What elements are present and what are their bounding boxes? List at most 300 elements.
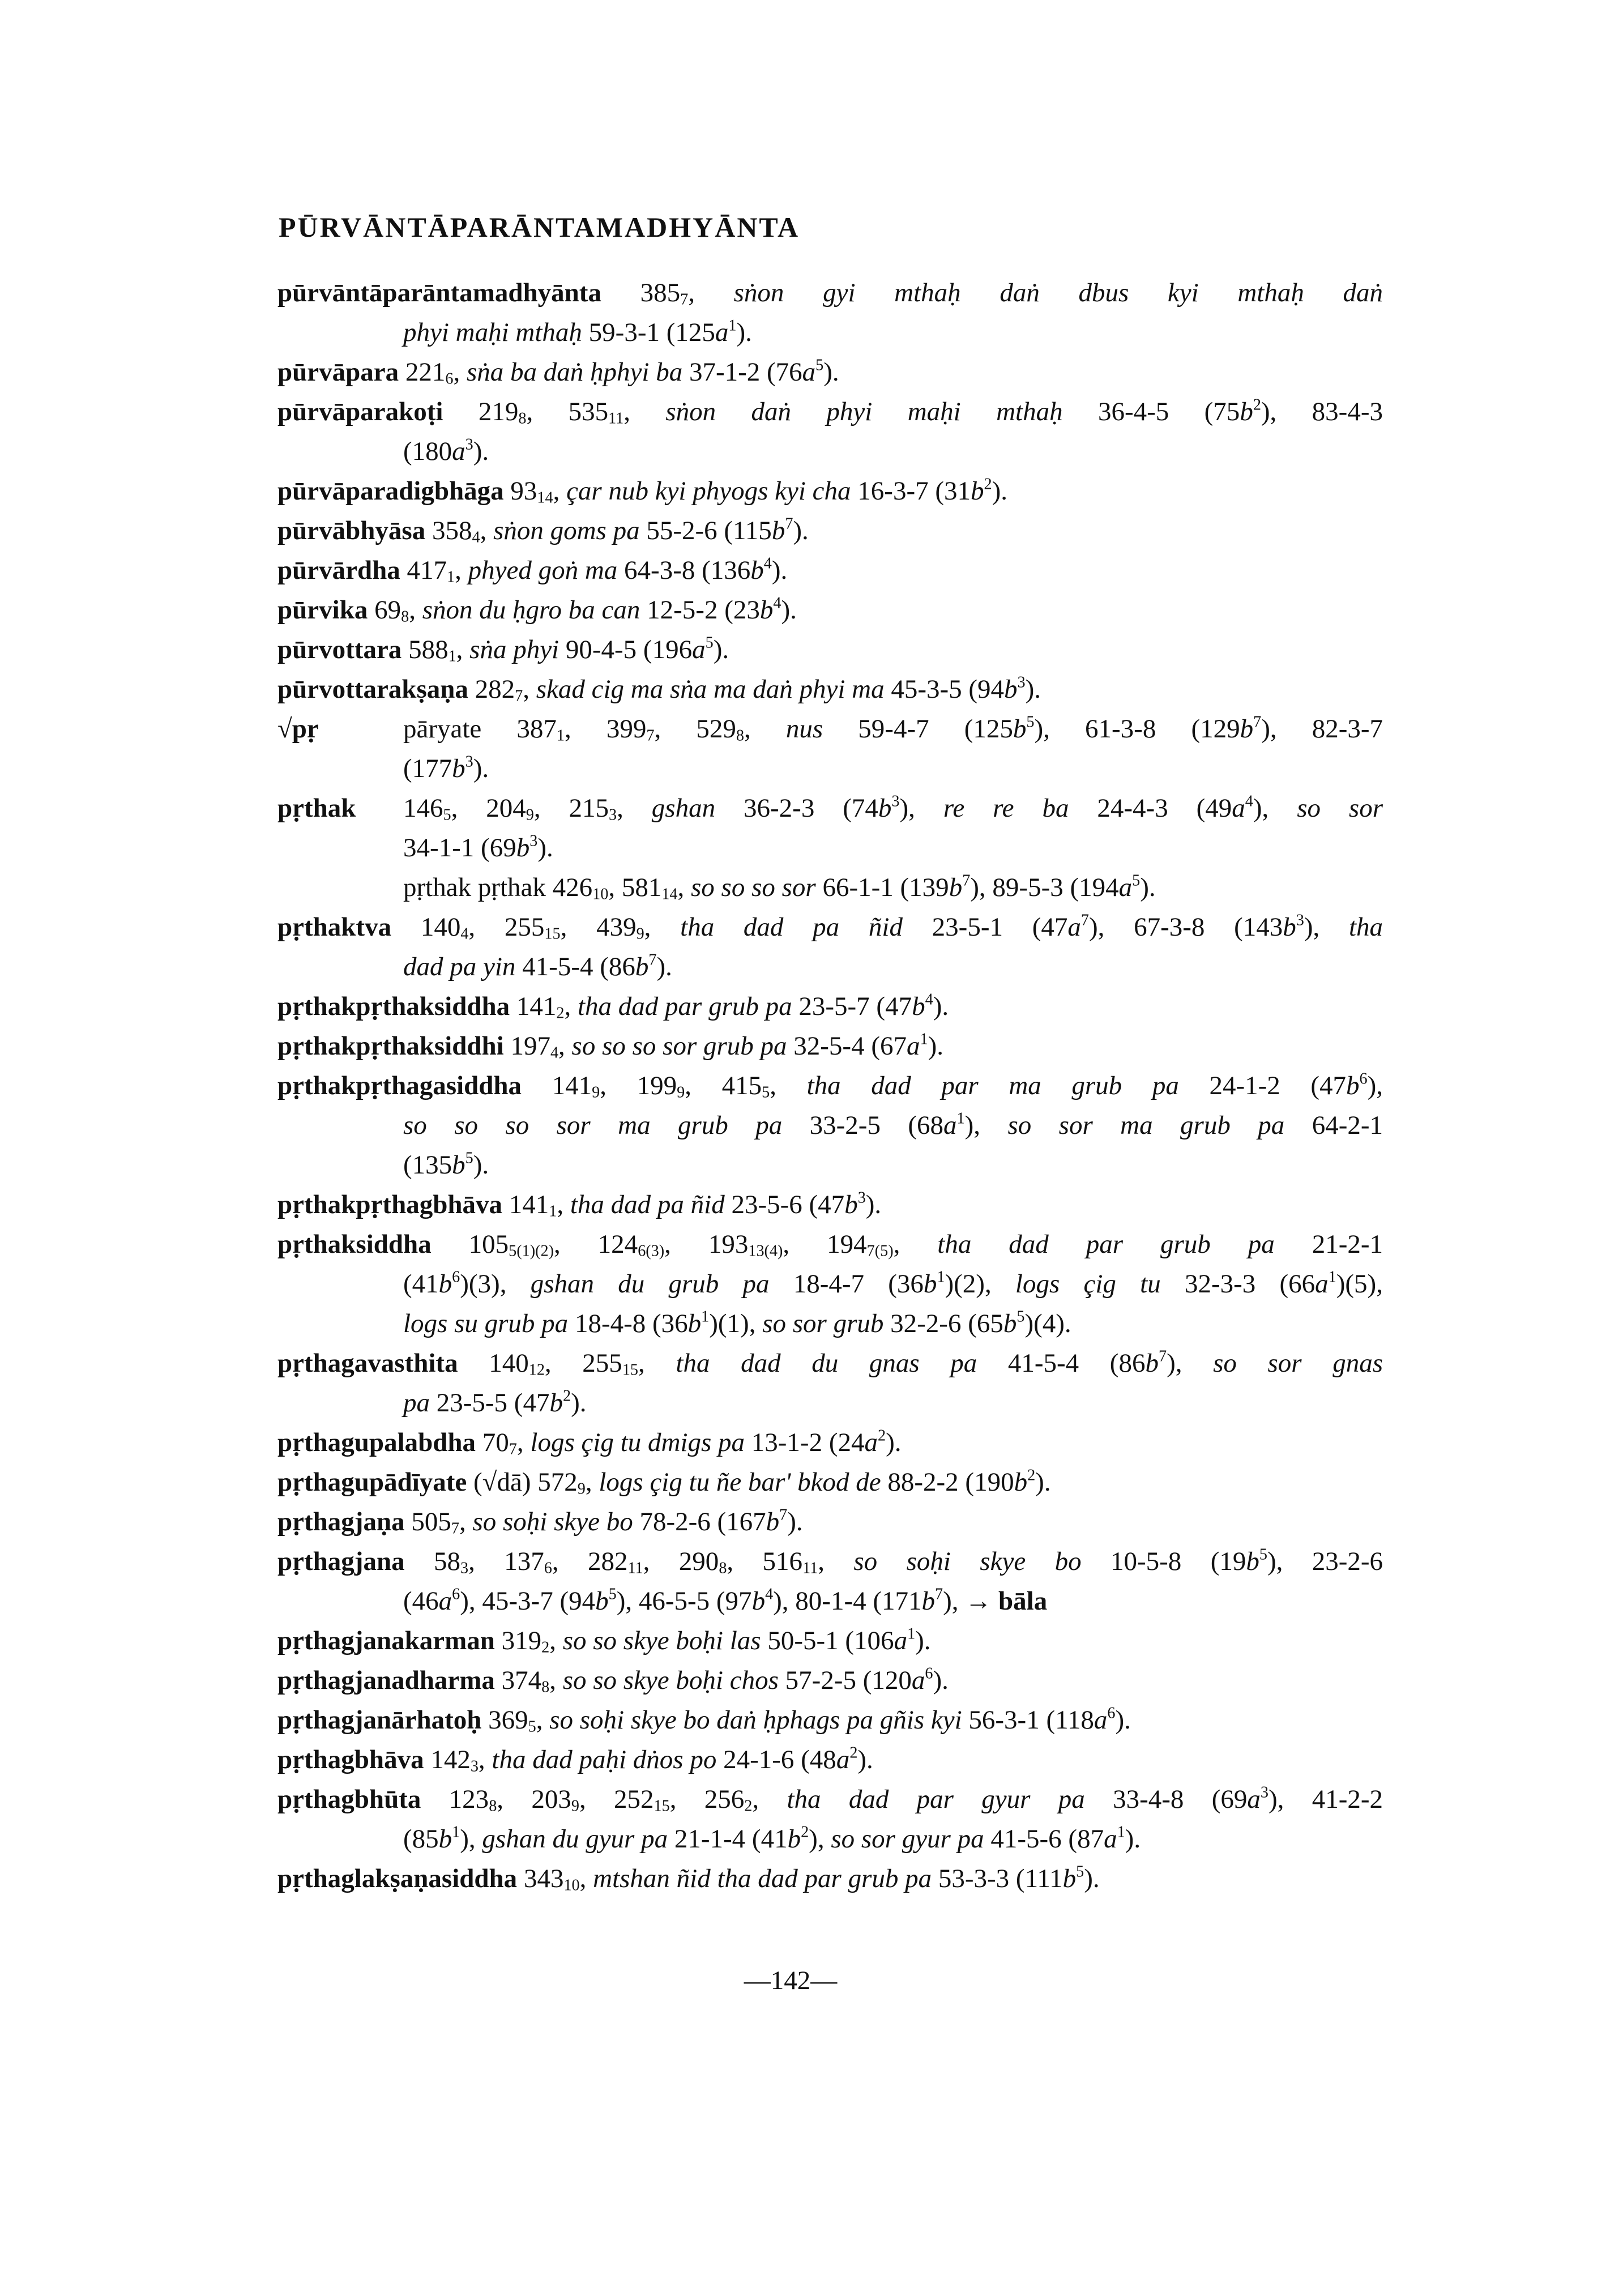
- line-subscript: 9: [571, 1797, 579, 1815]
- text: ,: [523, 675, 536, 704]
- text: ).: [537, 833, 553, 863]
- text: ).: [1140, 873, 1156, 902]
- superscript: 6: [1359, 1070, 1368, 1088]
- tibetan-text: b: [1283, 912, 1296, 942]
- superscript: 2: [1253, 396, 1261, 414]
- line-subscript: 5: [762, 1083, 770, 1102]
- line-subscript: 9: [636, 925, 644, 943]
- superscript: 6: [452, 1585, 460, 1603]
- superscript: 5: [608, 1585, 617, 1603]
- line-subscript: 6: [445, 370, 454, 388]
- entry-line: [277, 669, 1383, 709]
- text: 23-5-1 (47: [902, 912, 1068, 942]
- text: pṛthak pṛthak 426: [403, 873, 593, 902]
- text: 343: [517, 1864, 564, 1893]
- text: , 255: [544, 1348, 622, 1378]
- tibetan-text: gshan du grub pa: [530, 1269, 770, 1299]
- superscript: 7: [785, 515, 793, 533]
- tibetan-text: a: [911, 1666, 925, 1695]
- text: 141: [510, 992, 557, 1021]
- tibetan-text: b: [923, 1269, 937, 1299]
- entry-line: [277, 1343, 1383, 1383]
- entry-line: [277, 1462, 1383, 1502]
- superscript: 1: [907, 1625, 916, 1643]
- dictionary-entry: [277, 709, 1383, 788]
- text: ).: [736, 318, 752, 347]
- tibetan-text: tha dad paḥi dṅos po: [492, 1745, 717, 1774]
- superscript: 7: [935, 1585, 943, 1603]
- text: ), 82-3-7: [1261, 714, 1383, 744]
- text: , 290: [643, 1547, 719, 1576]
- text: , 124: [553, 1230, 638, 1259]
- text: 385: [601, 278, 681, 308]
- text: 105: [431, 1230, 509, 1259]
- dictionary-entry: [277, 1621, 1383, 1661]
- tibetan-text: b: [759, 595, 774, 625]
- superscript: 4: [765, 1585, 774, 1603]
- tibetan-text: a: [1247, 1785, 1261, 1814]
- entry-line: [277, 749, 1383, 788]
- line-subscript: 15: [622, 1361, 638, 1379]
- tibetan-text: a: [1104, 1824, 1117, 1854]
- tibetan-text: tha dad pa ñid: [570, 1190, 725, 1219]
- text: ),: [460, 1824, 482, 1854]
- text: ,: [617, 793, 652, 823]
- line-subscript: 9: [577, 1480, 586, 1498]
- headword: pūrvārdha: [277, 556, 400, 585]
- text: ,: [557, 1190, 570, 1219]
- text: ).: [865, 1190, 882, 1219]
- text: 53-3-3 (111: [932, 1864, 1063, 1893]
- text: ).: [857, 1745, 873, 1774]
- text: 78-2-6 (167: [633, 1507, 766, 1537]
- entry-line: [277, 1145, 1383, 1185]
- line-subscript: 4: [460, 925, 469, 943]
- entry-line: [277, 313, 1383, 352]
- superscript: 4: [1245, 792, 1253, 810]
- headword: pṛthak: [277, 793, 356, 823]
- entry-line: [277, 432, 1383, 471]
- text: ,: [644, 912, 681, 942]
- text: 24-1-6 (48: [716, 1745, 836, 1774]
- text: 505: [404, 1507, 451, 1537]
- text: )(1),: [709, 1309, 763, 1338]
- tibetan-text: sṅa ba daṅ ḥphyi ba: [466, 357, 683, 387]
- text: , 439: [560, 912, 637, 942]
- tibetan-text: gshan: [651, 793, 716, 823]
- tibetan-text: b: [1003, 1309, 1017, 1338]
- dictionary-entry: [277, 1502, 1383, 1542]
- text: ).: [771, 556, 788, 585]
- superscript: 7: [1080, 911, 1089, 929]
- tibetan-text: çar nub kyi phyogs kyi cha: [566, 476, 851, 506]
- text: (46: [403, 1586, 439, 1616]
- line-subscript: 7: [515, 687, 523, 705]
- line-subscript: 2: [556, 1004, 565, 1022]
- superscript: 2: [801, 1823, 809, 1841]
- entry-line: [277, 1304, 1383, 1343]
- entry-line: [277, 1423, 1383, 1462]
- superscript: 2: [877, 1427, 886, 1445]
- tibetan-text: a: [1094, 1705, 1108, 1735]
- tibetan-text: b: [687, 1309, 702, 1338]
- text: ), 83-4-3: [1261, 397, 1383, 426]
- headword: pṛthagjanadharma: [277, 1666, 495, 1695]
- text: ,: [585, 1467, 599, 1497]
- text: ,: [549, 1666, 563, 1695]
- superscript: 5: [1076, 1863, 1084, 1881]
- text: , 581: [608, 873, 662, 902]
- text: )(5),: [1336, 1269, 1383, 1299]
- superscript: 1: [452, 1823, 460, 1841]
- text: ,: [409, 595, 422, 625]
- text: 41-5-4 (86: [977, 1348, 1146, 1378]
- text: 32-3-3 (66: [1160, 1269, 1316, 1299]
- superscript: 3: [1260, 1783, 1268, 1802]
- superscript: 1: [1117, 1823, 1125, 1841]
- text: , 415: [685, 1071, 762, 1100]
- entry-line: [277, 1224, 1383, 1264]
- text: ).: [787, 1507, 803, 1537]
- tibetan-text: tha dad par grub pa: [937, 1230, 1275, 1259]
- headword: pṛthagbhāva: [277, 1745, 424, 1774]
- text: ), →: [943, 1586, 999, 1616]
- headword: pṛthagjanārhatoḥ: [277, 1705, 482, 1735]
- line-subscript: 3: [470, 1757, 479, 1776]
- line-subscript: 11: [802, 1559, 818, 1577]
- text: ), 80-1-4 (171: [773, 1586, 922, 1616]
- text: ).: [928, 1031, 943, 1061]
- superscript: 1: [728, 317, 737, 335]
- dictionary-entry: [277, 1343, 1383, 1423]
- superscript: 5: [465, 1149, 473, 1167]
- text: )(3),: [460, 1269, 531, 1299]
- text: ,: [744, 714, 786, 744]
- text: ,: [623, 397, 666, 426]
- entry-line: [277, 1581, 1383, 1621]
- headword: pṛthaksiddha: [277, 1230, 432, 1259]
- text: ).: [656, 952, 672, 981]
- dictionary-entry: [277, 868, 1383, 907]
- text: 123: [421, 1785, 489, 1814]
- text: ).: [1025, 675, 1041, 704]
- text: ), 23-2-6: [1267, 1547, 1383, 1576]
- headword: pṛthagjanakarman: [277, 1626, 495, 1655]
- superscript: 5: [1132, 872, 1141, 890]
- text: ), 46-5-5 (97: [616, 1586, 752, 1616]
- text: 23-5-7 (47: [792, 992, 912, 1021]
- headword: pṛthagjana: [277, 1547, 405, 1576]
- line-subscript: 12: [528, 1361, 545, 1379]
- text: 57-2-5 (120: [778, 1666, 912, 1695]
- dictionary-entry: [277, 352, 1383, 392]
- dictionary-entry: [277, 550, 1383, 590]
- text: ,: [459, 1507, 473, 1537]
- text: 24-4-3 (49: [1069, 793, 1232, 823]
- line-subscript: 9: [677, 1083, 685, 1102]
- text: 33-2-5 (68: [782, 1111, 944, 1140]
- tibetan-text: b: [595, 1586, 609, 1616]
- tibetan-text: b: [1145, 1348, 1159, 1378]
- line-subscript: 15: [654, 1797, 670, 1815]
- superscript: 4: [925, 991, 933, 1009]
- tibetan-text: gshan du gyur pa: [482, 1824, 668, 1854]
- line-subscript: 1: [447, 568, 455, 586]
- text: ),: [964, 1111, 1008, 1140]
- dictionary-entry: [277, 1066, 1383, 1185]
- line-subscript: 14: [661, 885, 678, 903]
- tibetan-text: so so so sor: [691, 873, 816, 902]
- text: ), 67-3-8 (143: [1088, 912, 1283, 942]
- text: ).: [1115, 1705, 1131, 1735]
- headword: pṛthaktva: [277, 912, 392, 942]
- text: 142: [424, 1745, 471, 1774]
- tibetan-text: a: [907, 1031, 920, 1061]
- line-subscript: 8: [518, 409, 527, 428]
- text: ,: [549, 1626, 563, 1655]
- text: ),: [1367, 1071, 1383, 1100]
- tibetan-text: b: [1240, 397, 1253, 426]
- headword: pūrvottarakṣaṇa: [277, 675, 468, 704]
- text: 41-5-4 (86: [515, 952, 635, 981]
- text: ).: [571, 1388, 587, 1418]
- tibetan-text: b: [452, 754, 465, 783]
- text: , 252: [579, 1785, 654, 1814]
- text: , 194: [783, 1230, 867, 1259]
- tibetan-text: b: [1346, 1071, 1360, 1100]
- tibetan-text: tha dad pa ñid: [680, 912, 903, 942]
- entry-line: [277, 1502, 1383, 1542]
- tibetan-text: sṅon gyi mthaḥ daṅ dbus kyi mthaḥ daṅ: [733, 278, 1383, 308]
- headword: pūrvika: [277, 595, 368, 625]
- tibetan-text: b: [766, 1507, 780, 1537]
- tibetan-text: so soḥi skye bo: [472, 1507, 633, 1537]
- tibetan-text: so so so sor ma grub pa: [403, 1111, 783, 1140]
- text: , 204: [451, 793, 526, 823]
- tibetan-text: logs çig tu dmigs pa: [530, 1428, 745, 1457]
- tibetan-text: so sor gnas: [1213, 1348, 1383, 1378]
- entry-line: [277, 1542, 1383, 1581]
- text: ,: [677, 873, 691, 902]
- text: ,: [455, 556, 468, 585]
- superscript: 1: [956, 1109, 965, 1128]
- tibetan-text: b: [750, 556, 764, 585]
- superscript: 3: [529, 832, 538, 850]
- tibetan-text: so so skye boḥi las: [562, 1626, 761, 1655]
- tibetan-text: mtshan ñid tha dad par grub pa: [593, 1864, 932, 1893]
- superscript: 4: [773, 594, 781, 612]
- text: ,: [553, 476, 567, 506]
- text: 37-1-2 (76: [682, 357, 802, 387]
- entry-line: [277, 788, 1383, 828]
- superscript: 1: [701, 1308, 710, 1326]
- tibetan-text: b: [844, 1190, 858, 1219]
- text: ).: [823, 357, 839, 387]
- headword: pṛthagupalabdha: [277, 1428, 476, 1457]
- tibetan-text: so sor grub: [762, 1309, 884, 1338]
- text: 41-5-6 (87: [984, 1824, 1104, 1854]
- superscript: 2: [1027, 1466, 1036, 1484]
- superscript: 7: [962, 872, 971, 890]
- entry-line: [277, 709, 1383, 749]
- text: , 215: [533, 793, 609, 823]
- text: 319: [494, 1626, 542, 1655]
- tibetan-text: b: [438, 1824, 452, 1854]
- text: 50-5-1 (106: [761, 1626, 894, 1655]
- superscript: 6: [1107, 1704, 1116, 1722]
- line-subscript: 3: [460, 1559, 469, 1577]
- tibetan-text: b: [516, 833, 530, 863]
- line-subscript: 5(1)(2): [509, 1242, 554, 1260]
- text: ,: [536, 1705, 550, 1735]
- superscript: 5: [705, 634, 714, 652]
- line-subscript: 10: [563, 1876, 580, 1894]
- line-subscript: 5: [443, 806, 451, 824]
- page-number: —142—: [744, 1966, 838, 1995]
- superscript: 5: [1016, 1308, 1025, 1326]
- dictionary-entry: [277, 273, 1383, 352]
- text: 10-5-8 (19: [1081, 1547, 1246, 1576]
- superscript: 2: [984, 475, 992, 493]
- dictionary-entry: [277, 1859, 1383, 1898]
- line-subscript: 13(4): [748, 1242, 783, 1260]
- entry-line: [277, 630, 1383, 669]
- text: 12-5-2 (23: [640, 595, 760, 625]
- text: 21-2-1: [1274, 1230, 1383, 1259]
- tibetan-text: logs çig tu ñe bar' bkod de: [599, 1467, 881, 1497]
- text: , 193: [664, 1230, 749, 1259]
- headword: bāla: [998, 1586, 1048, 1616]
- line-subscript: 5: [528, 1718, 536, 1736]
- tibetan-text: b: [549, 1388, 563, 1418]
- entry-line: [277, 987, 1383, 1026]
- text: ,: [770, 1071, 807, 1100]
- tibetan-text: a: [1118, 873, 1133, 902]
- superscript: 6: [452, 1268, 460, 1286]
- tibetan-text: logs su grub pa: [403, 1309, 569, 1338]
- superscript: 3: [891, 792, 900, 810]
- text: ,: [478, 1745, 492, 1774]
- tibetan-text: a: [864, 1428, 878, 1457]
- text: ).: [915, 1626, 931, 1655]
- headword: pṛthaglakṣaṇasiddha: [277, 1864, 518, 1893]
- superscript: 1: [1328, 1268, 1336, 1286]
- text: ),: [1167, 1348, 1214, 1378]
- tibetan-text: b: [878, 793, 892, 823]
- entry-line: [277, 1859, 1383, 1898]
- text: 32-2-6 (65: [883, 1309, 1003, 1338]
- headword: pūrvottara: [277, 635, 402, 664]
- text: ).: [713, 635, 729, 664]
- text: 88-2-2 (190: [881, 1467, 1014, 1497]
- text: 13-1-2 (24: [745, 1428, 865, 1457]
- entry-line: [277, 1383, 1383, 1423]
- line-subscript: 8: [719, 1559, 727, 1577]
- superscript: 7: [648, 951, 657, 969]
- text: ).: [793, 516, 809, 545]
- entry-line: [277, 1700, 1383, 1740]
- dictionary-entry: [277, 907, 1383, 987]
- tibetan-text: a: [1315, 1269, 1329, 1299]
- tibetan-text: dad pa yin: [403, 952, 516, 981]
- text: 221: [399, 357, 446, 387]
- tibetan-text: b: [1240, 714, 1254, 744]
- text: ).: [933, 1666, 949, 1695]
- entry-line: [277, 273, 1383, 313]
- text: 93: [503, 476, 537, 506]
- entry-line: [277, 1106, 1383, 1145]
- line-subscript: 8: [736, 727, 744, 745]
- text: ,: [579, 1864, 593, 1893]
- superscript: 7: [779, 1506, 788, 1524]
- text: 24-1-2 (47: [1178, 1071, 1347, 1100]
- tibetan-text: tha: [1348, 912, 1383, 942]
- text: , 256: [669, 1785, 745, 1814]
- superscript: 3: [465, 436, 473, 454]
- tibetan-text: tha dad par gyur pa: [787, 1785, 1085, 1814]
- headword: pṛthagjaṇa: [277, 1507, 405, 1537]
- text: 59-3-1 (125: [582, 318, 715, 347]
- text: ), 61-3-8 (129: [1034, 714, 1240, 744]
- text: ).: [473, 754, 489, 783]
- headword: pṛthakpṛthaksiddhi: [277, 1031, 504, 1061]
- text: 90-4-5 (196: [559, 635, 693, 664]
- superscript: 6: [925, 1665, 933, 1683]
- headword: √pṛ: [277, 714, 319, 744]
- entry-line: [277, 947, 1383, 987]
- text: 23-5-6 (47: [724, 1190, 845, 1219]
- tibetan-text: skad cig ma sṅa ma daṅ phyi ma: [536, 675, 885, 704]
- text: 59-4-7 (125: [823, 714, 1013, 744]
- dictionary-entry: [277, 1462, 1383, 1502]
- tibetan-text: a: [715, 318, 729, 347]
- dictionary-entry: [277, 590, 1383, 630]
- tibetan-text: sṅa phyi: [469, 635, 559, 664]
- entry-line: [277, 1661, 1383, 1700]
- text: (85: [403, 1824, 439, 1854]
- entry-line: [277, 1779, 1383, 1819]
- dictionary-entry: [277, 1779, 1383, 1859]
- entry-line: [277, 1026, 1383, 1066]
- text: (177: [403, 754, 452, 783]
- text: ,: [688, 278, 734, 308]
- text: (√dā) 572: [467, 1467, 578, 1497]
- tibetan-text: a: [894, 1626, 908, 1655]
- tibetan-text: phyed goṅ ma: [468, 556, 618, 585]
- text: 69: [368, 595, 402, 625]
- superscript: 3: [1296, 911, 1304, 929]
- superscript: 7: [1253, 713, 1262, 731]
- text: 374: [494, 1666, 542, 1695]
- text: 141: [522, 1071, 592, 1100]
- text: 32-5-4 (67: [787, 1031, 907, 1061]
- dictionary-entry: [277, 987, 1383, 1026]
- entry-line: [277, 1621, 1383, 1661]
- entry-line: [277, 1264, 1383, 1304]
- text: ).: [473, 1150, 489, 1180]
- headword: pṛthagavasthita: [277, 1348, 458, 1378]
- tibetan-text: phyi maḥi mthaḥ: [403, 318, 582, 347]
- text: pāryate 387: [403, 714, 557, 744]
- text: , 535: [526, 397, 609, 426]
- entry-line: [277, 1740, 1383, 1779]
- tibetan-text: a: [1067, 912, 1081, 942]
- tibetan-text: b: [1246, 1547, 1259, 1576]
- text: ),: [1304, 912, 1349, 942]
- page-heading: PŪRVĀNTĀPARĀNTAMADHYĀNTA: [279, 211, 800, 243]
- line-subscript: 4: [472, 528, 480, 547]
- tibetan-text: b: [912, 992, 925, 1021]
